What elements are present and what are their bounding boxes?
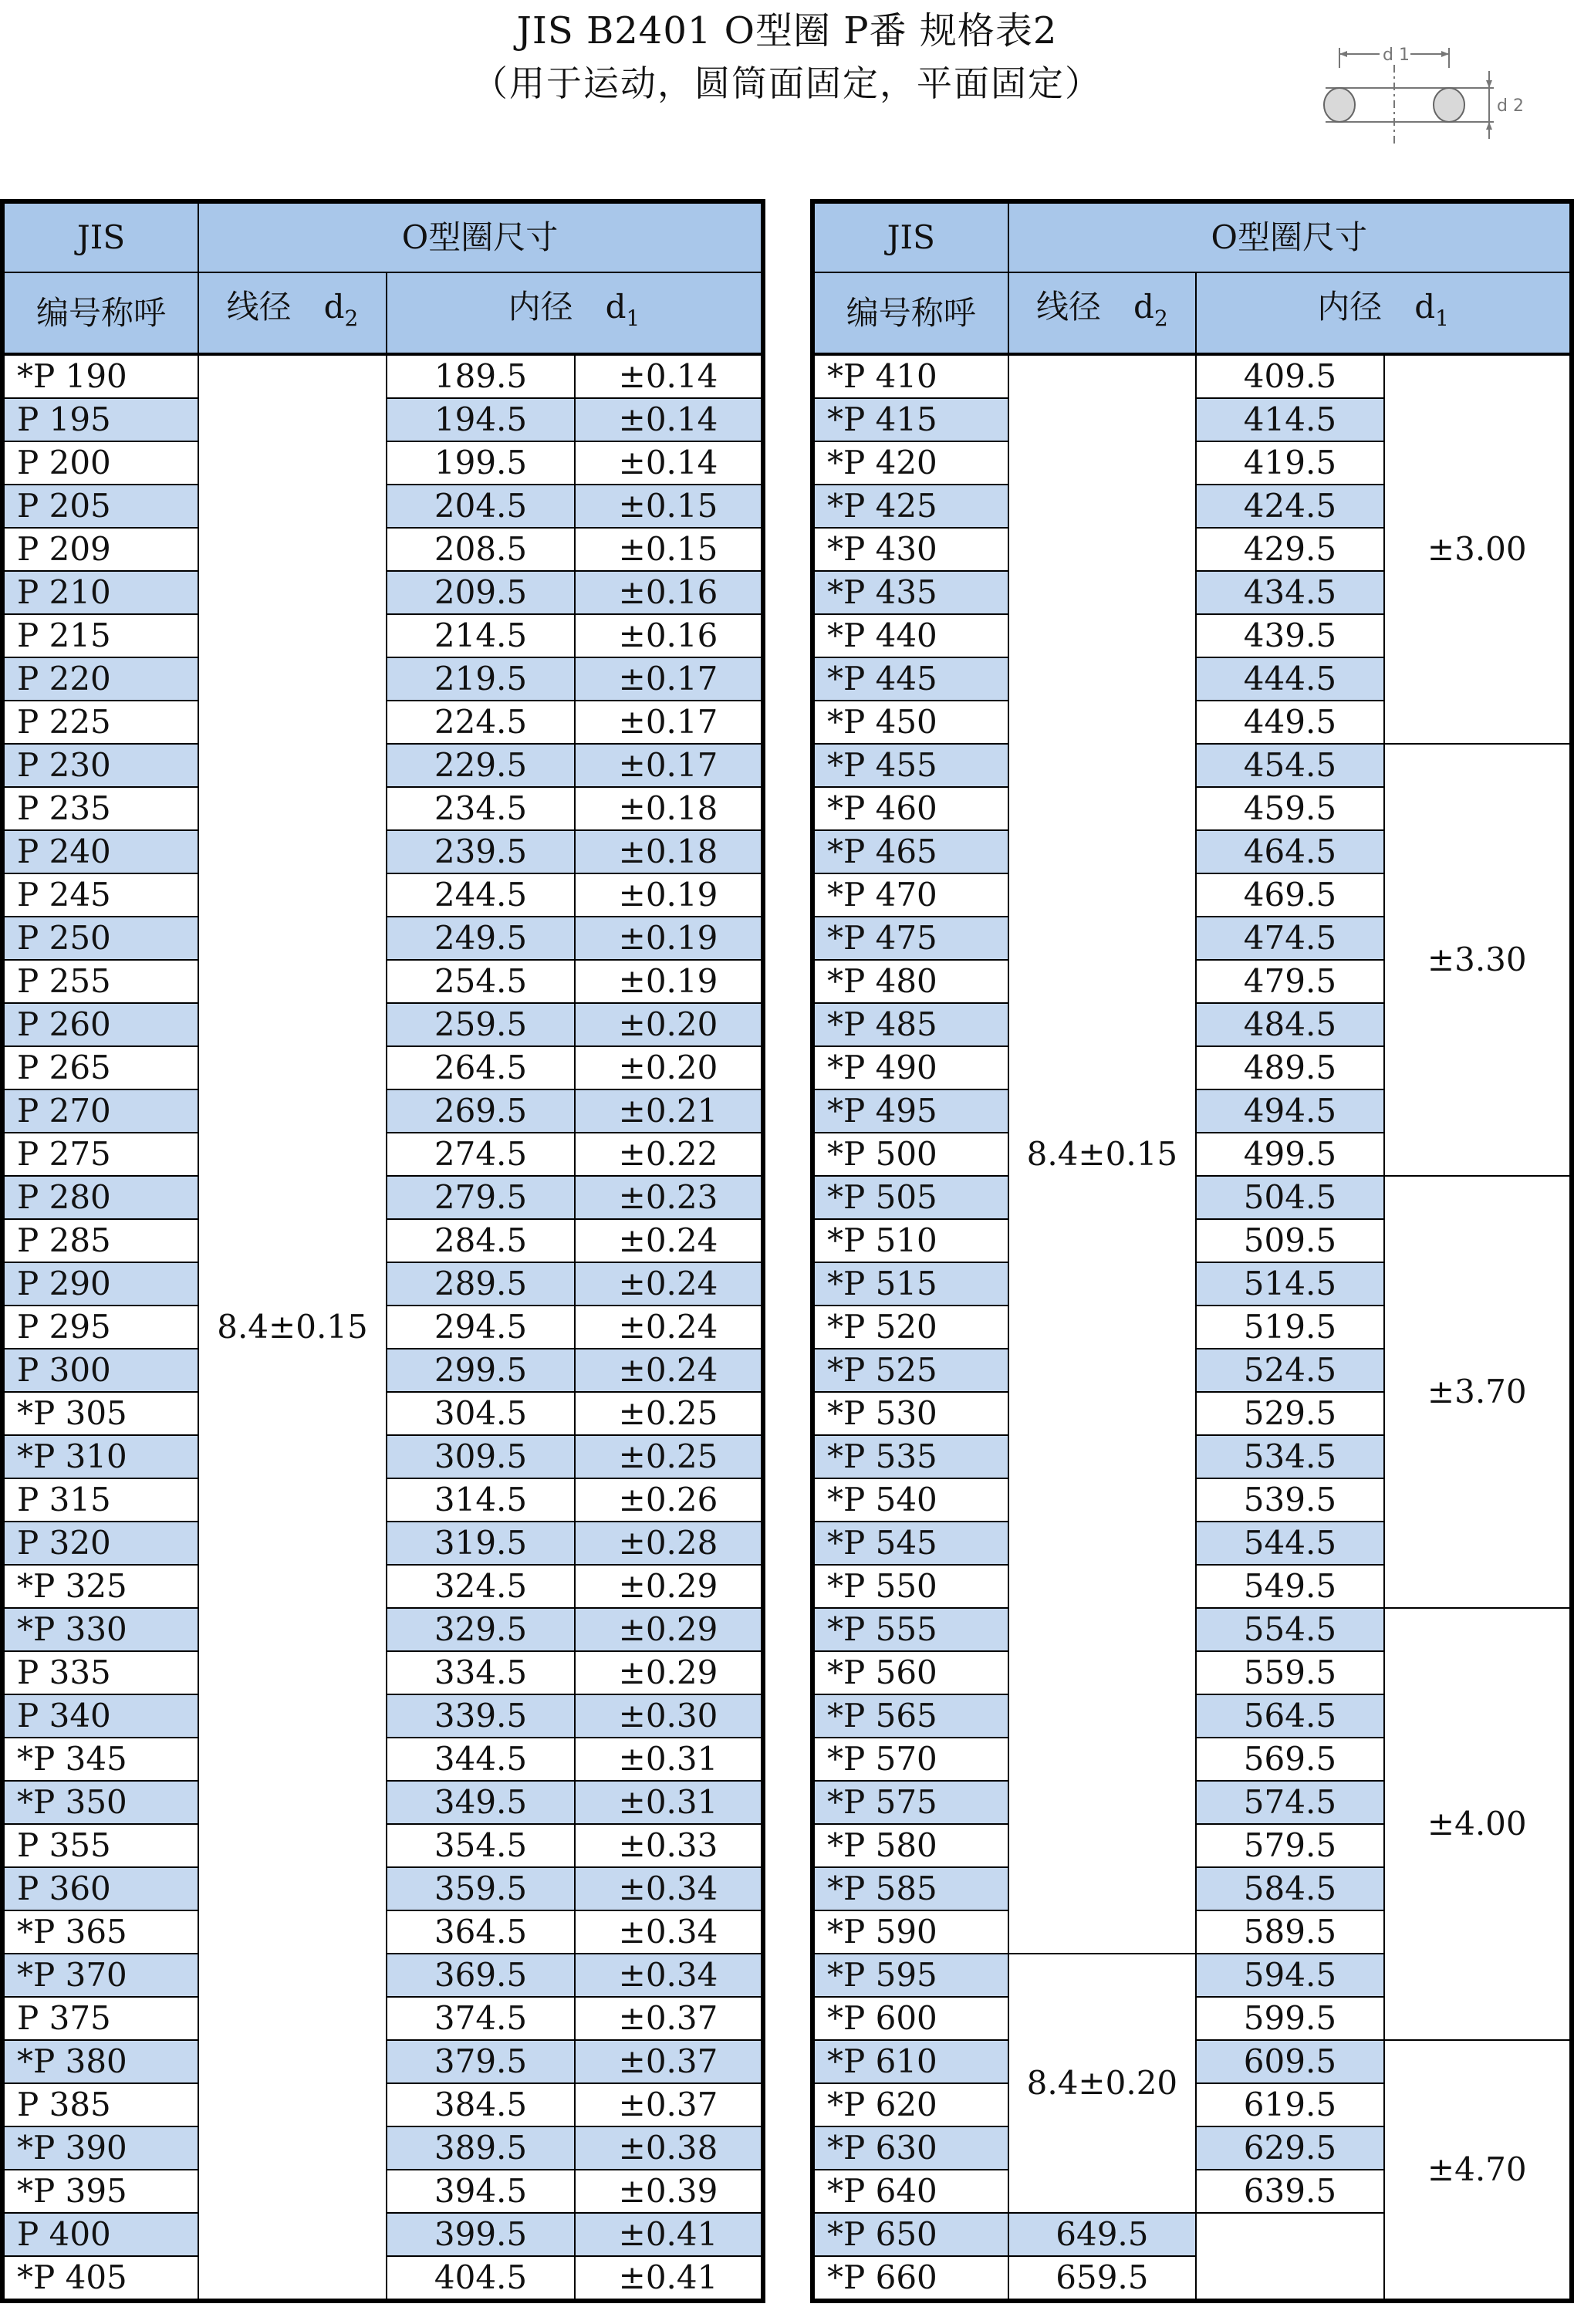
row-code: P 200 bbox=[2, 441, 198, 485]
row-inner-diameter: 404.5 bbox=[387, 2256, 575, 2301]
d1-arrow-right bbox=[1441, 51, 1449, 57]
row-inner-diameter: 649.5 bbox=[1008, 2213, 1197, 2256]
d2-symbol: d bbox=[1133, 288, 1154, 326]
row-code: *P 650 bbox=[812, 2213, 1008, 2256]
row-inner-diameter: 259.5 bbox=[387, 1003, 575, 1046]
row-code: *P 600 bbox=[812, 1997, 1008, 2040]
row-tolerance: ±0.29 bbox=[575, 1608, 763, 1651]
row-tolerance: ±0.34 bbox=[575, 1954, 763, 1997]
row-inner-diameter: 229.5 bbox=[387, 744, 575, 787]
row-code: *P 505 bbox=[812, 1176, 1008, 1219]
row-tolerance: ±0.16 bbox=[575, 614, 763, 657]
row-tolerance: ±0.31 bbox=[575, 1738, 763, 1781]
row-inner-diameter: 274.5 bbox=[387, 1133, 575, 1176]
row-tolerance: ±0.19 bbox=[575, 960, 763, 1003]
row-code: P 240 bbox=[2, 830, 198, 873]
row-inner-diameter: 209.5 bbox=[387, 571, 575, 614]
col-header-d2 bbox=[1008, 272, 1197, 354]
row-tolerance: ±0.31 bbox=[575, 1781, 763, 1824]
row-tolerance: ±0.20 bbox=[575, 1003, 763, 1046]
d2-label-text: 线径 bbox=[226, 288, 292, 326]
d2-arrow-top bbox=[1486, 80, 1492, 88]
row-code: *P 565 bbox=[812, 1694, 1008, 1738]
row-code: *P 510 bbox=[812, 1219, 1008, 1262]
row-inner-diameter: 534.5 bbox=[1196, 1435, 1383, 1478]
spec-table-right bbox=[810, 199, 1574, 2303]
row-inner-diameter: 434.5 bbox=[1196, 571, 1383, 614]
row-inner-diameter: 574.5 bbox=[1196, 1781, 1383, 1824]
row-code: *P 580 bbox=[812, 1824, 1008, 1867]
row-code: *P 500 bbox=[812, 1133, 1008, 1176]
row-code: P 220 bbox=[2, 657, 198, 701]
row-inner-diameter: 589.5 bbox=[1196, 1910, 1383, 1954]
row-code: P 290 bbox=[2, 1262, 198, 1306]
row-code: *P 350 bbox=[2, 1781, 198, 1824]
col-header-size: O型圈尺寸 bbox=[198, 201, 763, 272]
row-tolerance: ±0.19 bbox=[575, 917, 763, 960]
row-code: *P 465 bbox=[812, 830, 1008, 873]
row-code: P 400 bbox=[2, 2213, 198, 2256]
row-inner-diameter: 334.5 bbox=[387, 1651, 575, 1694]
header-row-1 bbox=[812, 201, 1572, 272]
col-header-size: O型圈尺寸 bbox=[1008, 201, 1572, 272]
tolerance-merged: ±4.70 bbox=[1384, 2040, 1572, 2301]
d2-label-text: 线径 bbox=[1036, 288, 1102, 326]
row-tolerance: ±0.15 bbox=[575, 485, 763, 528]
row-inner-diameter: 354.5 bbox=[387, 1824, 575, 1867]
row-inner-diameter: 384.5 bbox=[387, 2083, 575, 2126]
d1-symbol: d bbox=[1414, 288, 1436, 326]
d2-value-merged: 8.4±0.20 bbox=[1008, 1954, 1197, 2213]
row-code: *P 540 bbox=[812, 1478, 1008, 1522]
row-inner-diameter: 319.5 bbox=[387, 1522, 575, 1565]
row-tolerance: ±0.37 bbox=[575, 2040, 763, 2083]
row-code: *P 325 bbox=[2, 1565, 198, 1608]
tolerance-merged: ±3.70 bbox=[1384, 1176, 1572, 1608]
row-code: *P 530 bbox=[812, 1392, 1008, 1435]
row-inner-diameter: 484.5 bbox=[1196, 1003, 1383, 1046]
row-inner-diameter: 509.5 bbox=[1196, 1219, 1383, 1262]
row-inner-diameter: 444.5 bbox=[1196, 657, 1383, 701]
row-tolerance: ±0.22 bbox=[575, 1133, 763, 1176]
row-tolerance: ±0.24 bbox=[575, 1349, 763, 1392]
row-inner-diameter: 579.5 bbox=[1196, 1824, 1383, 1867]
row-inner-diameter: 424.5 bbox=[1196, 485, 1383, 528]
row-code: P 280 bbox=[2, 1176, 198, 1219]
d1-label-text: 内径 bbox=[508, 288, 573, 326]
tolerance-merged: ±3.00 bbox=[1384, 354, 1572, 744]
row-inner-diameter: 409.5 bbox=[1196, 354, 1383, 398]
row-code: *P 445 bbox=[812, 657, 1008, 701]
row-code: P 250 bbox=[2, 917, 198, 960]
row-tolerance: ±0.26 bbox=[575, 1478, 763, 1522]
row-inner-diameter: 494.5 bbox=[1196, 1089, 1383, 1133]
row-tolerance: ±0.16 bbox=[575, 571, 763, 614]
row-code: P 275 bbox=[2, 1133, 198, 1176]
row-code: *P 380 bbox=[2, 2040, 198, 2083]
row-tolerance: ±0.14 bbox=[575, 354, 763, 398]
row-tolerance: ±0.25 bbox=[575, 1392, 763, 1435]
row-code: P 209 bbox=[2, 528, 198, 571]
row-code: *P 620 bbox=[812, 2083, 1008, 2126]
row-code: *P 455 bbox=[812, 744, 1008, 787]
row-inner-diameter: 599.5 bbox=[1196, 1997, 1383, 2040]
row-inner-diameter: 619.5 bbox=[1196, 2083, 1383, 2126]
row-tolerance: ±0.41 bbox=[575, 2256, 763, 2301]
row-code: *P 420 bbox=[812, 441, 1008, 485]
row-inner-diameter: 189.5 bbox=[387, 354, 575, 398]
row-code: *P 190 bbox=[2, 354, 198, 398]
table-row bbox=[812, 354, 1572, 398]
row-inner-diameter: 469.5 bbox=[1196, 873, 1383, 917]
row-code: P 245 bbox=[2, 873, 198, 917]
row-code: P 320 bbox=[2, 1522, 198, 1565]
row-tolerance: ±0.18 bbox=[575, 830, 763, 873]
row-inner-diameter: 219.5 bbox=[387, 657, 575, 701]
col-header-d1 bbox=[387, 272, 763, 354]
row-tolerance: ±0.17 bbox=[575, 657, 763, 701]
d1-arrow-left bbox=[1339, 51, 1347, 57]
tolerance-merged: ±3.30 bbox=[1384, 744, 1572, 1176]
row-inner-diameter: 254.5 bbox=[387, 960, 575, 1003]
d1-symbol: d bbox=[605, 288, 627, 326]
row-code: P 360 bbox=[2, 1867, 198, 1910]
row-code: *P 440 bbox=[812, 614, 1008, 657]
row-inner-diameter: 379.5 bbox=[387, 2040, 575, 2083]
row-code: P 385 bbox=[2, 2083, 198, 2126]
row-inner-diameter: 564.5 bbox=[1196, 1694, 1383, 1738]
row-inner-diameter: 224.5 bbox=[387, 701, 575, 744]
row-code: P 285 bbox=[2, 1219, 198, 1262]
row-inner-diameter: 289.5 bbox=[387, 1262, 575, 1306]
page-subtitle: （用于运动，圆筒面固定，平面固定） bbox=[472, 62, 1102, 104]
row-inner-diameter: 279.5 bbox=[387, 1176, 575, 1219]
row-inner-diameter: 449.5 bbox=[1196, 701, 1383, 744]
spec-table-left bbox=[0, 199, 765, 2303]
row-inner-diameter: 549.5 bbox=[1196, 1565, 1383, 1608]
row-code: *P 395 bbox=[2, 2170, 198, 2213]
row-tolerance: ±0.17 bbox=[575, 744, 763, 787]
row-inner-diameter: 264.5 bbox=[387, 1046, 575, 1089]
row-inner-diameter: 584.5 bbox=[1196, 1867, 1383, 1910]
row-inner-diameter: 339.5 bbox=[387, 1694, 575, 1738]
row-code: *P 660 bbox=[812, 2256, 1008, 2301]
row-inner-diameter: 249.5 bbox=[387, 917, 575, 960]
row-inner-diameter: 294.5 bbox=[387, 1306, 575, 1349]
row-inner-diameter: 239.5 bbox=[387, 830, 575, 873]
row-code: P 225 bbox=[2, 701, 198, 744]
d2-arrow-bottom bbox=[1486, 122, 1492, 130]
row-code: *P 550 bbox=[812, 1565, 1008, 1608]
row-code: P 230 bbox=[2, 744, 198, 787]
row-inner-diameter: 244.5 bbox=[387, 873, 575, 917]
row-tolerance: ±0.17 bbox=[575, 701, 763, 744]
row-code: P 260 bbox=[2, 1003, 198, 1046]
row-code: *P 450 bbox=[812, 701, 1008, 744]
row-inner-diameter: 519.5 bbox=[1196, 1306, 1383, 1349]
row-code: *P 490 bbox=[812, 1046, 1008, 1089]
row-inner-diameter: 299.5 bbox=[387, 1349, 575, 1392]
row-inner-diameter: 504.5 bbox=[1196, 1176, 1383, 1219]
row-code: *P 515 bbox=[812, 1262, 1008, 1306]
row-code: *P 460 bbox=[812, 787, 1008, 830]
row-inner-diameter: 629.5 bbox=[1196, 2126, 1383, 2170]
row-inner-diameter: 419.5 bbox=[1196, 441, 1383, 485]
row-tolerance: ±0.41 bbox=[575, 2213, 763, 2256]
header-row-1 bbox=[2, 201, 763, 272]
row-code: *P 590 bbox=[812, 1910, 1008, 1954]
row-code: *P 305 bbox=[2, 1392, 198, 1435]
col-header-d1 bbox=[1196, 272, 1572, 354]
row-inner-diameter: 479.5 bbox=[1196, 960, 1383, 1003]
row-code: *P 545 bbox=[812, 1522, 1008, 1565]
row-code: *P 330 bbox=[2, 1608, 198, 1651]
row-tolerance: ±0.34 bbox=[575, 1867, 763, 1910]
row-tolerance: ±0.28 bbox=[575, 1522, 763, 1565]
row-code: *P 310 bbox=[2, 1435, 198, 1478]
d2-symbol: d bbox=[323, 288, 345, 326]
col-header-code: 编号称呼 bbox=[812, 272, 1008, 354]
header-row-2 bbox=[812, 272, 1572, 354]
row-tolerance: ±0.33 bbox=[575, 1824, 763, 1867]
spec-table-right-body bbox=[812, 354, 1572, 2301]
row-code: P 355 bbox=[2, 1824, 198, 1867]
row-code: P 235 bbox=[2, 787, 198, 830]
row-inner-diameter: 529.5 bbox=[1196, 1392, 1383, 1435]
row-code: P 375 bbox=[2, 1997, 198, 2040]
row-code: *P 415 bbox=[812, 398, 1008, 441]
row-code: *P 470 bbox=[812, 873, 1008, 917]
d1-subscript: 1 bbox=[626, 306, 640, 331]
row-code: *P 435 bbox=[812, 571, 1008, 614]
row-inner-diameter: 349.5 bbox=[387, 1781, 575, 1824]
row-inner-diameter: 199.5 bbox=[387, 441, 575, 485]
row-code: *P 430 bbox=[812, 528, 1008, 571]
row-code: *P 405 bbox=[2, 2256, 198, 2301]
row-inner-diameter: 359.5 bbox=[387, 1867, 575, 1910]
row-tolerance: ±0.21 bbox=[575, 1089, 763, 1133]
row-inner-diameter: 369.5 bbox=[387, 1954, 575, 1997]
row-inner-diameter: 414.5 bbox=[1196, 398, 1383, 441]
row-tolerance: ±0.15 bbox=[575, 528, 763, 571]
row-code: P 210 bbox=[2, 571, 198, 614]
row-code: *P 425 bbox=[812, 485, 1008, 528]
row-tolerance: ±0.14 bbox=[575, 441, 763, 485]
row-code: P 270 bbox=[2, 1089, 198, 1133]
tolerance-merged: ±4.00 bbox=[1384, 1608, 1572, 2040]
row-code: P 295 bbox=[2, 1306, 198, 1349]
row-code: *P 585 bbox=[812, 1867, 1008, 1910]
row-code: P 315 bbox=[2, 1478, 198, 1522]
row-inner-diameter: 208.5 bbox=[387, 528, 575, 571]
row-code: *P 575 bbox=[812, 1781, 1008, 1824]
row-code: *P 495 bbox=[812, 1089, 1008, 1133]
row-inner-diameter: 194.5 bbox=[387, 398, 575, 441]
ring-section-right bbox=[1434, 88, 1464, 122]
row-code: *P 475 bbox=[812, 917, 1008, 960]
d1-label-text: 内径 bbox=[1317, 288, 1383, 326]
row-inner-diameter: 439.5 bbox=[1196, 614, 1383, 657]
row-code: P 340 bbox=[2, 1694, 198, 1738]
row-code: *P 410 bbox=[812, 354, 1008, 398]
row-tolerance: ±0.25 bbox=[575, 1435, 763, 1478]
o-ring-dimension-diagram bbox=[1305, 31, 1537, 154]
row-tolerance: ±0.24 bbox=[575, 1219, 763, 1262]
row-code: P 195 bbox=[2, 398, 198, 441]
table-row bbox=[2, 354, 763, 398]
row-tolerance: ±0.20 bbox=[575, 1046, 763, 1089]
row-tolerance: ±0.23 bbox=[575, 1176, 763, 1219]
row-inner-diameter: 559.5 bbox=[1196, 1651, 1383, 1694]
row-tolerance: ±0.14 bbox=[575, 398, 763, 441]
row-tolerance: ±0.29 bbox=[575, 1651, 763, 1694]
row-inner-diameter: 374.5 bbox=[387, 1997, 575, 2040]
row-code: P 215 bbox=[2, 614, 198, 657]
row-code: *P 345 bbox=[2, 1738, 198, 1781]
row-inner-diameter: 329.5 bbox=[387, 1608, 575, 1651]
row-code: *P 485 bbox=[812, 1003, 1008, 1046]
col-header-jis: JIS bbox=[2, 201, 198, 272]
row-inner-diameter: 594.5 bbox=[1196, 1954, 1383, 1997]
row-inner-diameter: 459.5 bbox=[1196, 787, 1383, 830]
row-inner-diameter: 344.5 bbox=[387, 1738, 575, 1781]
d1-label: d 1 bbox=[1383, 46, 1410, 65]
row-tolerance: ±0.39 bbox=[575, 2170, 763, 2213]
row-code: *P 365 bbox=[2, 1910, 198, 1954]
row-code: *P 595 bbox=[812, 1954, 1008, 1997]
row-inner-diameter: 284.5 bbox=[387, 1219, 575, 1262]
row-inner-diameter: 394.5 bbox=[387, 2170, 575, 2213]
page-title: JIS B2401 O型圈 P番 规格表2 bbox=[516, 9, 1058, 52]
ring-section-left bbox=[1324, 88, 1355, 122]
row-inner-diameter: 204.5 bbox=[387, 485, 575, 528]
row-code: *P 610 bbox=[812, 2040, 1008, 2083]
row-inner-diameter: 489.5 bbox=[1196, 1046, 1383, 1089]
row-code: *P 390 bbox=[2, 2126, 198, 2170]
row-inner-diameter: 464.5 bbox=[1196, 830, 1383, 873]
row-code: *P 525 bbox=[812, 1349, 1008, 1392]
row-tolerance: ±0.29 bbox=[575, 1565, 763, 1608]
d2-label: d 2 bbox=[1497, 96, 1524, 116]
row-inner-diameter: 659.5 bbox=[1008, 2256, 1197, 2301]
row-tolerance: ±0.37 bbox=[575, 2083, 763, 2126]
row-inner-diameter: 514.5 bbox=[1196, 1262, 1383, 1306]
col-header-code: 编号称呼 bbox=[2, 272, 198, 354]
row-tolerance: ±0.24 bbox=[575, 1262, 763, 1306]
row-tolerance: ±0.37 bbox=[575, 1997, 763, 2040]
row-code: *P 560 bbox=[812, 1651, 1008, 1694]
row-code: P 255 bbox=[2, 960, 198, 1003]
row-inner-diameter: 314.5 bbox=[387, 1478, 575, 1522]
row-inner-diameter: 429.5 bbox=[1196, 528, 1383, 571]
row-code: *P 370 bbox=[2, 1954, 198, 1997]
row-inner-diameter: 269.5 bbox=[387, 1089, 575, 1133]
row-inner-diameter: 234.5 bbox=[387, 787, 575, 830]
row-inner-diameter: 554.5 bbox=[1196, 1608, 1383, 1651]
row-inner-diameter: 524.5 bbox=[1196, 1349, 1383, 1392]
row-code: P 335 bbox=[2, 1651, 198, 1694]
row-inner-diameter: 609.5 bbox=[1196, 2040, 1383, 2083]
d1-subscript: 1 bbox=[1435, 306, 1449, 331]
d2-value-merged: 8.4±0.15 bbox=[198, 354, 387, 2301]
d2-subscript: 2 bbox=[344, 306, 359, 331]
spec-table-left-body bbox=[2, 354, 763, 2301]
row-tolerance: ±0.19 bbox=[575, 873, 763, 917]
row-inner-diameter: 454.5 bbox=[1196, 744, 1383, 787]
row-tolerance: ±0.34 bbox=[575, 1910, 763, 1954]
header-row-2 bbox=[2, 272, 763, 354]
row-tolerance: ±0.18 bbox=[575, 787, 763, 830]
row-code: *P 555 bbox=[812, 1608, 1008, 1651]
row-inner-diameter: 569.5 bbox=[1196, 1738, 1383, 1781]
row-tolerance: ±0.38 bbox=[575, 2126, 763, 2170]
row-inner-diameter: 539.5 bbox=[1196, 1478, 1383, 1522]
row-tolerance: ±0.24 bbox=[575, 1306, 763, 1349]
row-inner-diameter: 544.5 bbox=[1196, 1522, 1383, 1565]
row-inner-diameter: 639.5 bbox=[1196, 2170, 1383, 2213]
row-code: *P 480 bbox=[812, 960, 1008, 1003]
col-header-jis: JIS bbox=[812, 201, 1008, 272]
row-tolerance: ±0.30 bbox=[575, 1694, 763, 1738]
row-code: *P 535 bbox=[812, 1435, 1008, 1478]
d2-value-merged: 8.4±0.15 bbox=[1008, 354, 1197, 1954]
row-inner-diameter: 389.5 bbox=[387, 2126, 575, 2170]
row-inner-diameter: 399.5 bbox=[387, 2213, 575, 2256]
row-inner-diameter: 499.5 bbox=[1196, 1133, 1383, 1176]
row-code: *P 640 bbox=[812, 2170, 1008, 2213]
row-inner-diameter: 304.5 bbox=[387, 1392, 575, 1435]
row-inner-diameter: 309.5 bbox=[387, 1435, 575, 1478]
row-inner-diameter: 324.5 bbox=[387, 1565, 575, 1608]
row-code: *P 570 bbox=[812, 1738, 1008, 1781]
row-code: P 205 bbox=[2, 485, 198, 528]
d2-subscript: 2 bbox=[1153, 306, 1168, 331]
row-inner-diameter: 214.5 bbox=[387, 614, 575, 657]
row-code: P 300 bbox=[2, 1349, 198, 1392]
col-header-d2 bbox=[198, 272, 387, 354]
row-inner-diameter: 474.5 bbox=[1196, 917, 1383, 960]
row-code: *P 520 bbox=[812, 1306, 1008, 1349]
row-code: *P 630 bbox=[812, 2126, 1008, 2170]
row-inner-diameter: 364.5 bbox=[387, 1910, 575, 1954]
row-code: P 265 bbox=[2, 1046, 198, 1089]
